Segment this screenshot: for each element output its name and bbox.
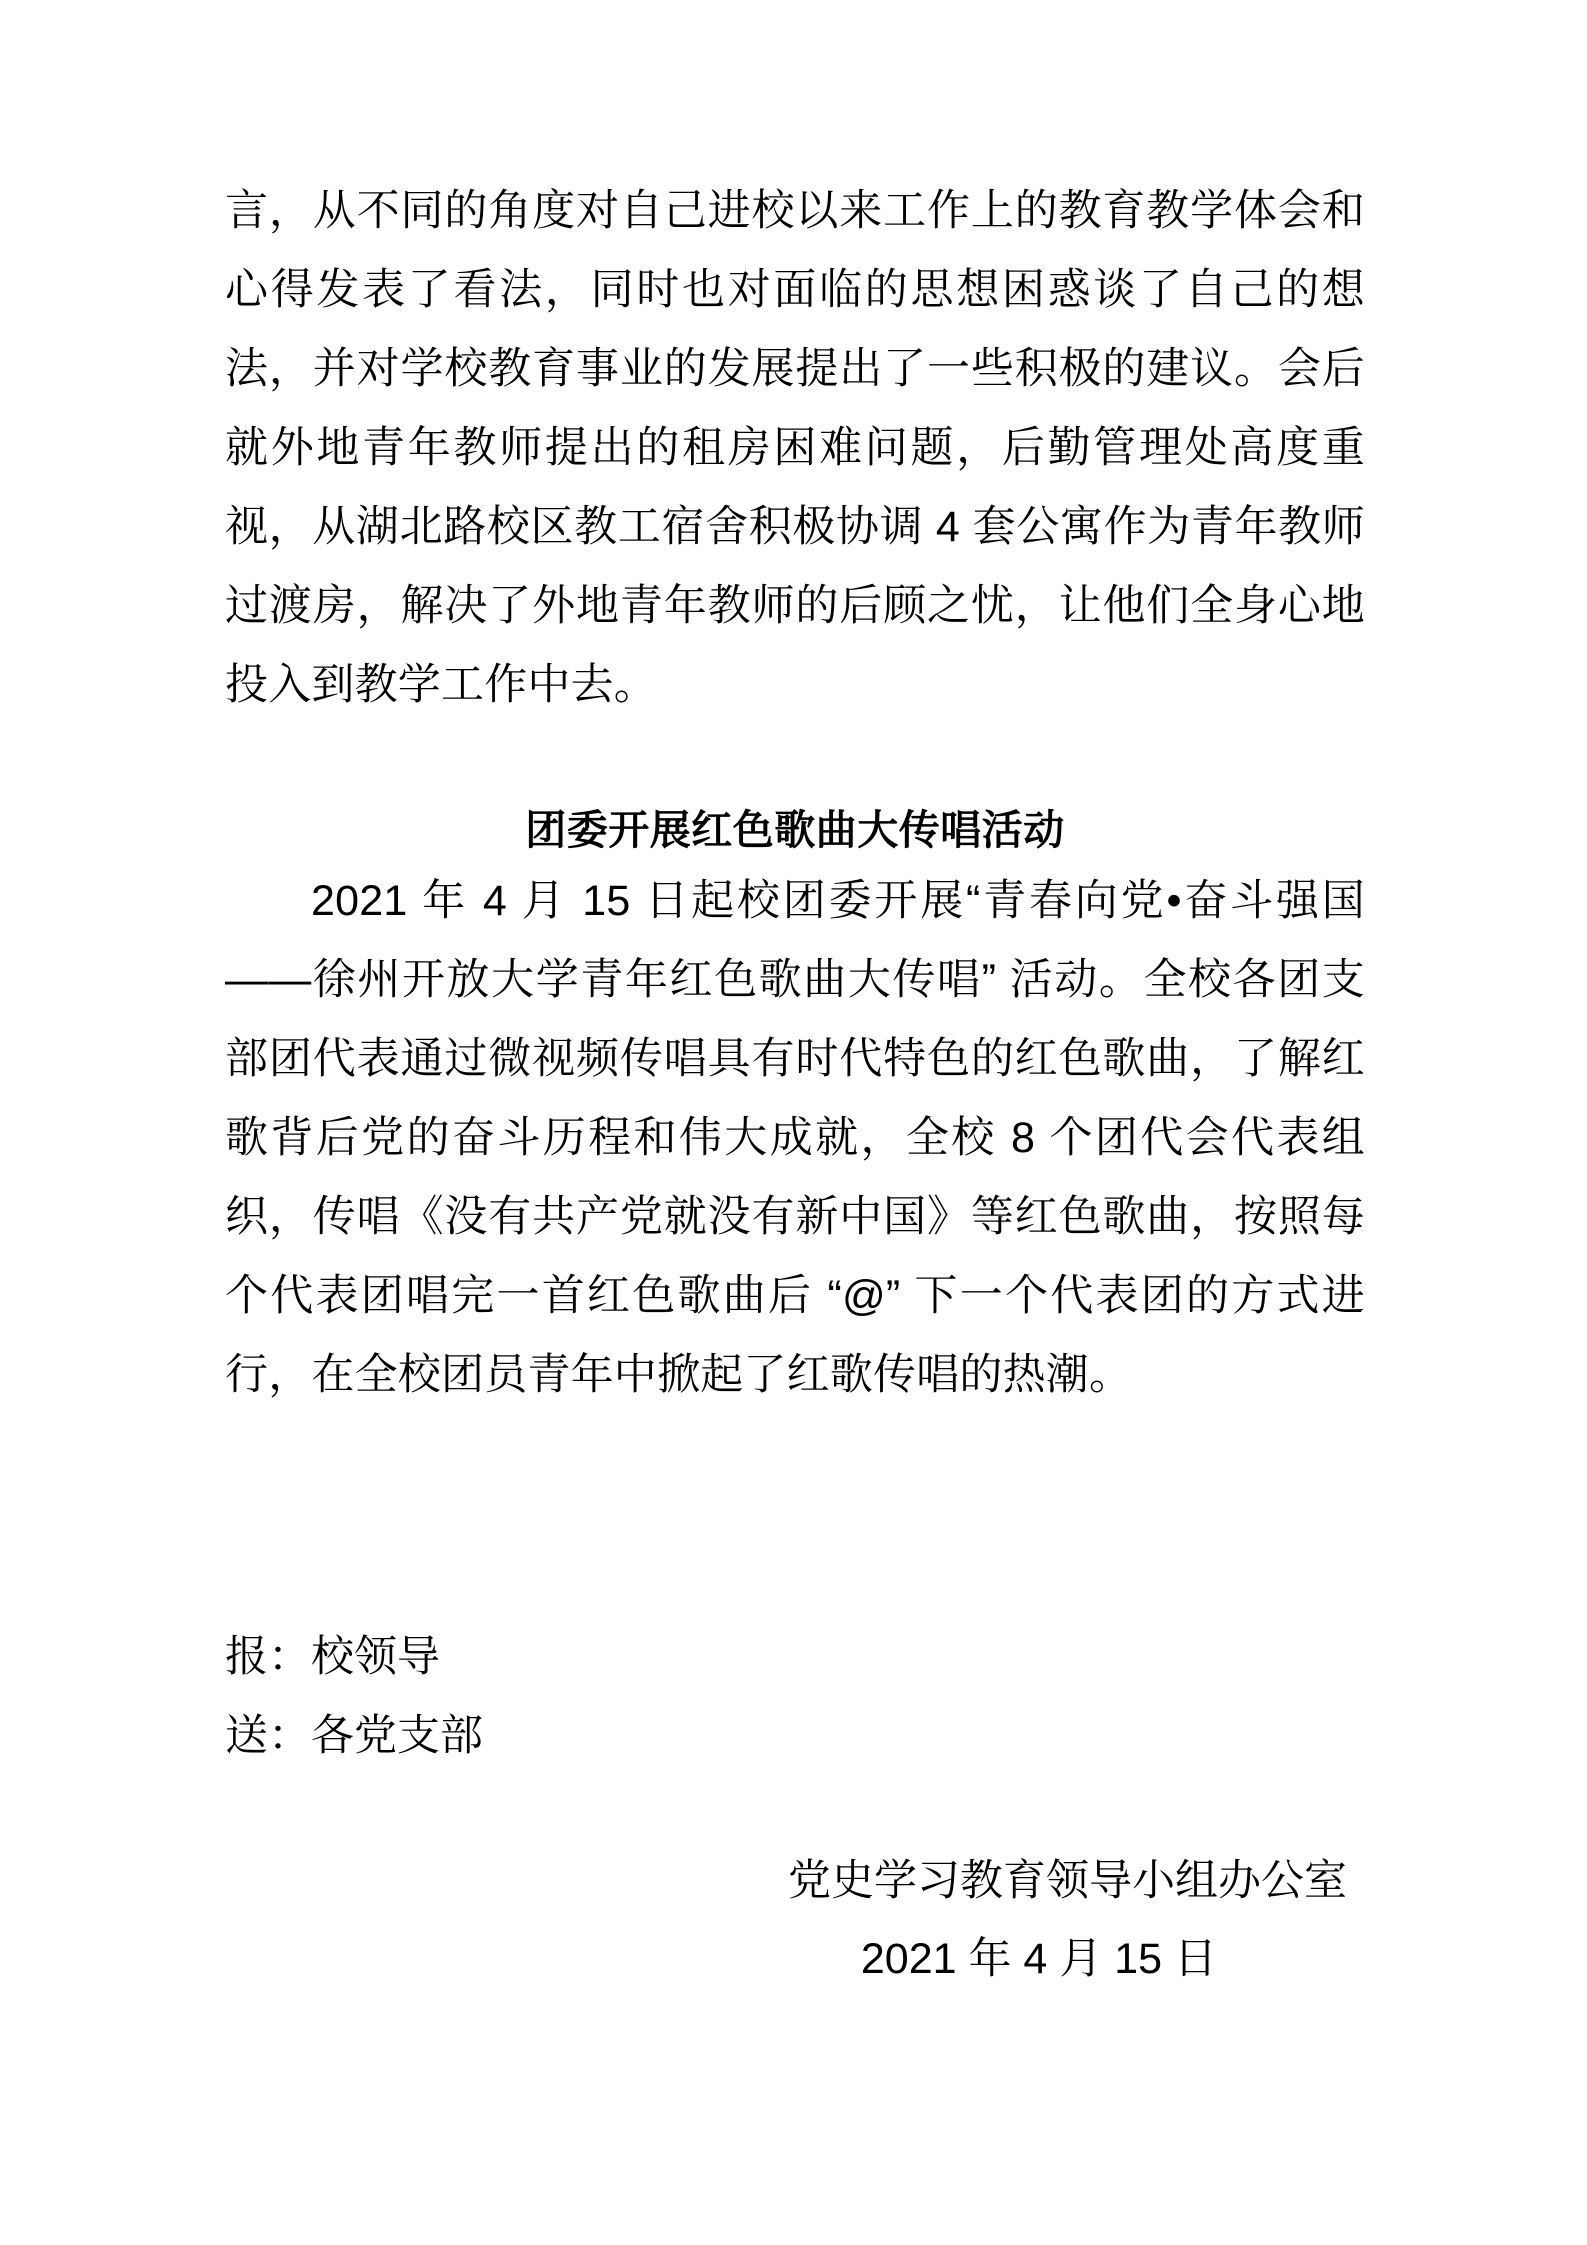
signature-organization: 党史学习教育领导小组办公室 xyxy=(788,1857,1347,1905)
distribution-report-line: 报：校领导 xyxy=(225,1633,440,1681)
paragraph-continued: 言，从不同的角度对自己进校以来工作上的教育教学体会和心得发表了看法，同时也对面临的思想困惑谈了自己的想法，并对学校教育事业的发展提出了一些积极的建议。会后就外地青年教师提出的租房困难问题，后勤管理处高度重视，从湖北路校区教工宿舍积极协调 4 套公寓作为青年教师过渡房，解决了外地青年教师的后顾之忧，让他们全身心地投入到教学工作中去。 xyxy=(225,187,1365,709)
paragraph-red-song-activity: 2021 年 4 月 15 日起校团委开展“青春向党•奋斗强国 ——徐州开放大学青年红色歌曲大传唱” 活动。全校各团支部团代表通过微视频传唱具有时代特色的红色歌曲，了解红歌背后党的奋斗历程和伟大成就，全校 8 个团代会代表组织，传唱《没有共产党就没有新中国》等红色歌曲，按照每个代表团唱完一首红色歌曲后 “@” 下一个代表团的方式进行，在全校团员青年中掀起了红歌传唱的热潮。 xyxy=(225,877,1365,1399)
document-content-column xyxy=(225,0,1365,2245)
distribution-block xyxy=(225,1618,1365,1776)
distribution-send-line: 送：各党支部 xyxy=(225,1712,483,1760)
signature-date: 2021 年 4 月 15 日 xyxy=(860,1935,1217,1983)
signature-block xyxy=(225,1842,1365,1998)
section-heading: 团委开展红色歌曲大传唱活动 xyxy=(525,807,1065,854)
